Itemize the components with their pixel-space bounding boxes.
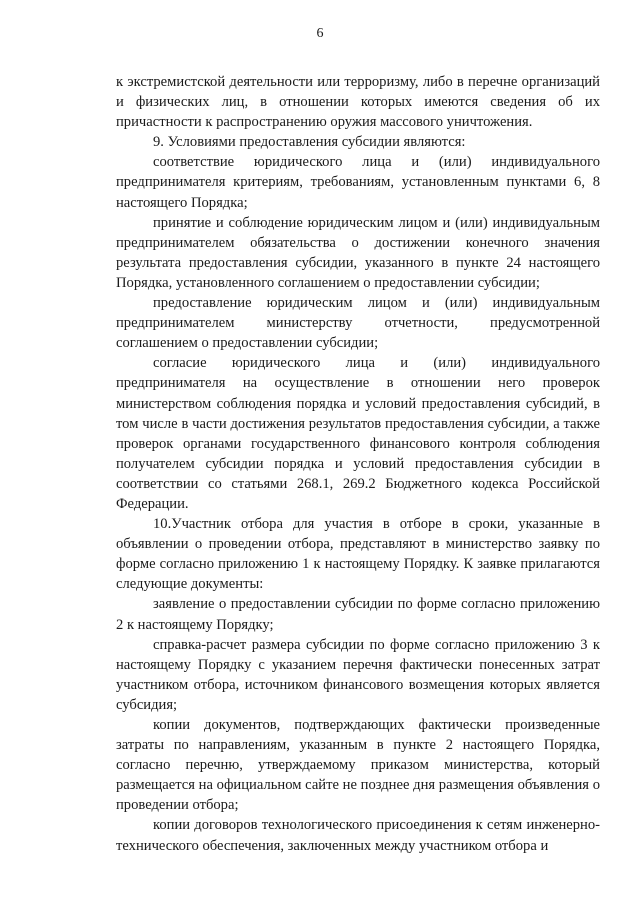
paragraph: согласие юридического лица и (или) индивидуального предпринимателя на осуществление в отношении него проверок министерством соблюдения порядка и условий предоставления субсидий, в том числе в части достижения результатов предоставления субсидии, а также проверок органами государственного финансового контроля соблюдения получателем субсидии порядка и условий предоставления субсидии в соответствии со статьями 268.1, 269.2 Бюджетного кодекса Российской Федерации.	[116, 355, 600, 512]
paragraph: 9. Условиями предоставления субсидии являются:	[153, 134, 466, 151]
document-body	[116, 72, 600, 856]
paragraph: к экстремистской деятельности или терроризму, либо в перечне организаций и физических лиц, в отношении которых имеются сведения об их причастности к распространению оружия массового уничтожения.	[116, 74, 600, 131]
paragraph: принятие и соблюдение юридическим лицом и (или) индивидуальным предпринимателем обязательства о достижении конечного значения результата предоставления субсидии, указанного в пункте 24 настоящего Порядка, установленного соглашением о предоставлении субсидии;	[116, 214, 600, 291]
paragraph: копии документов, подтверждающих фактически произведенные затраты по направлениям, указанным в пункте 2 настоящего Порядка, согласно перечню, утверждаемому приказом министерства, который размещается на официальном сайте не позднее дня размещения объявления о проведении отбора;	[116, 717, 600, 814]
paragraph: 10.Участник отбора для участия в отборе в сроки, указанные в объявлении о проведении отбора, представляют в министерство заявку по форме согласно приложению 1 к настоящему Порядку. К заявке прилагаются следующие документы:	[116, 516, 600, 593]
paragraph: предоставление юридическим лицом и (или) индивидуальным предпринимателем министерству отчетности, предусмотренной соглашением о предоставлении субсидии;	[116, 295, 600, 352]
page-number: 6	[316, 26, 324, 41]
paragraph: копии договоров технологического присоединения к сетям инженерно-технического обеспечения, заключенных между участником отбора и	[116, 817, 600, 854]
paragraph: заявление о предоставлении субсидии по форме согласно приложению 2 к настоящему Порядку;	[116, 596, 600, 633]
paragraph: соответствие юридического лица и (или) индивидуального предпринимателя критериям, требованиям, установленным пунктами 6, 8 настоящего Порядка;	[116, 154, 600, 211]
paragraph: справка-расчет размера субсидии по форме согласно приложению 3 к настоящему Порядку с указанием перечня фактически понесенных затрат участником отбора, источником финансового возмещения которых является субсидия;	[116, 636, 600, 713]
